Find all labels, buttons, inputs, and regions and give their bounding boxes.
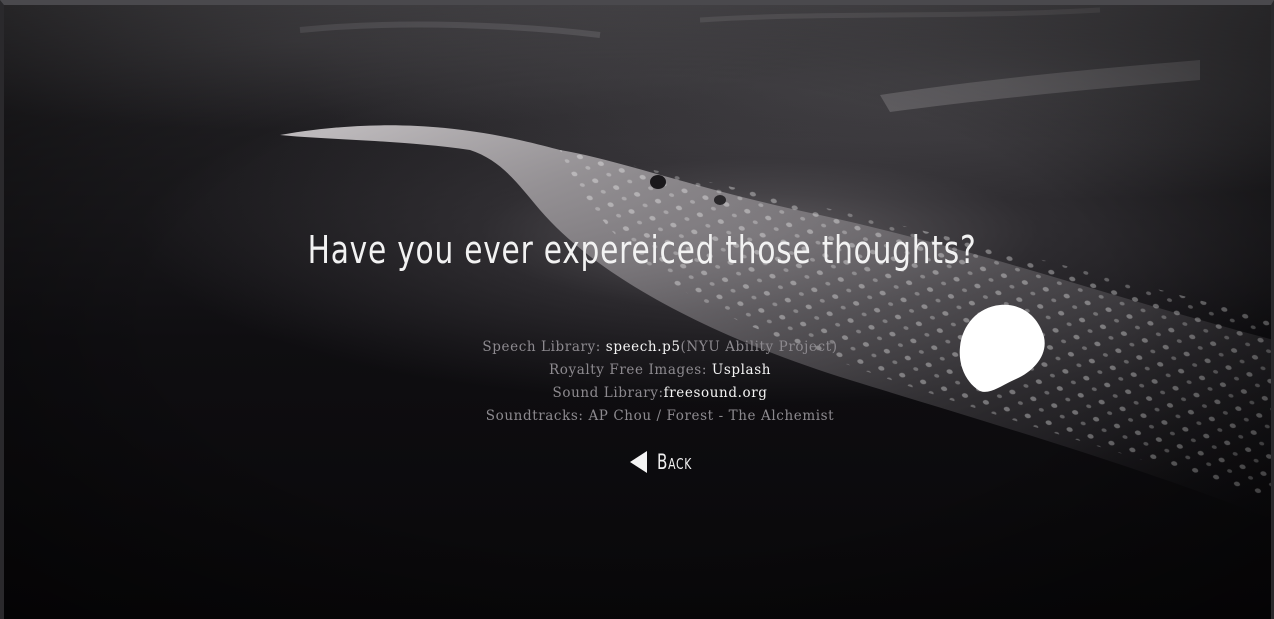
cursor-blob-shape — [958, 303, 1046, 395]
left-triangle-icon — [630, 451, 647, 473]
credits-list — [0, 336, 1274, 428]
credit-images-label: Royalty Free Images: — [548, 362, 712, 378]
back-label: Back — [657, 450, 693, 474]
credit-sound-library — [0, 382, 1274, 405]
credit-soundtracks: Soundtracks: AP Chou / Forest - The Alchemist — [485, 408, 835, 424]
credit-speech-label: Speech Library: — [482, 339, 606, 355]
back-button[interactable] — [630, 448, 706, 476]
credit-speech-library — [0, 336, 1274, 359]
credit-speech-suffix: (NYU Ability Project) — [680, 339, 838, 355]
credit-images — [0, 359, 1274, 382]
speech-p5-link[interactable]: speech.p5 — [605, 339, 681, 355]
usplash-link[interactable]: Usplash — [711, 362, 772, 378]
freesound-link[interactable]: freesound.org — [663, 385, 768, 401]
credit-sound-label: Sound Library: — [552, 385, 664, 401]
page-title: Have you ever expereiced those thoughts? — [307, 228, 977, 272]
